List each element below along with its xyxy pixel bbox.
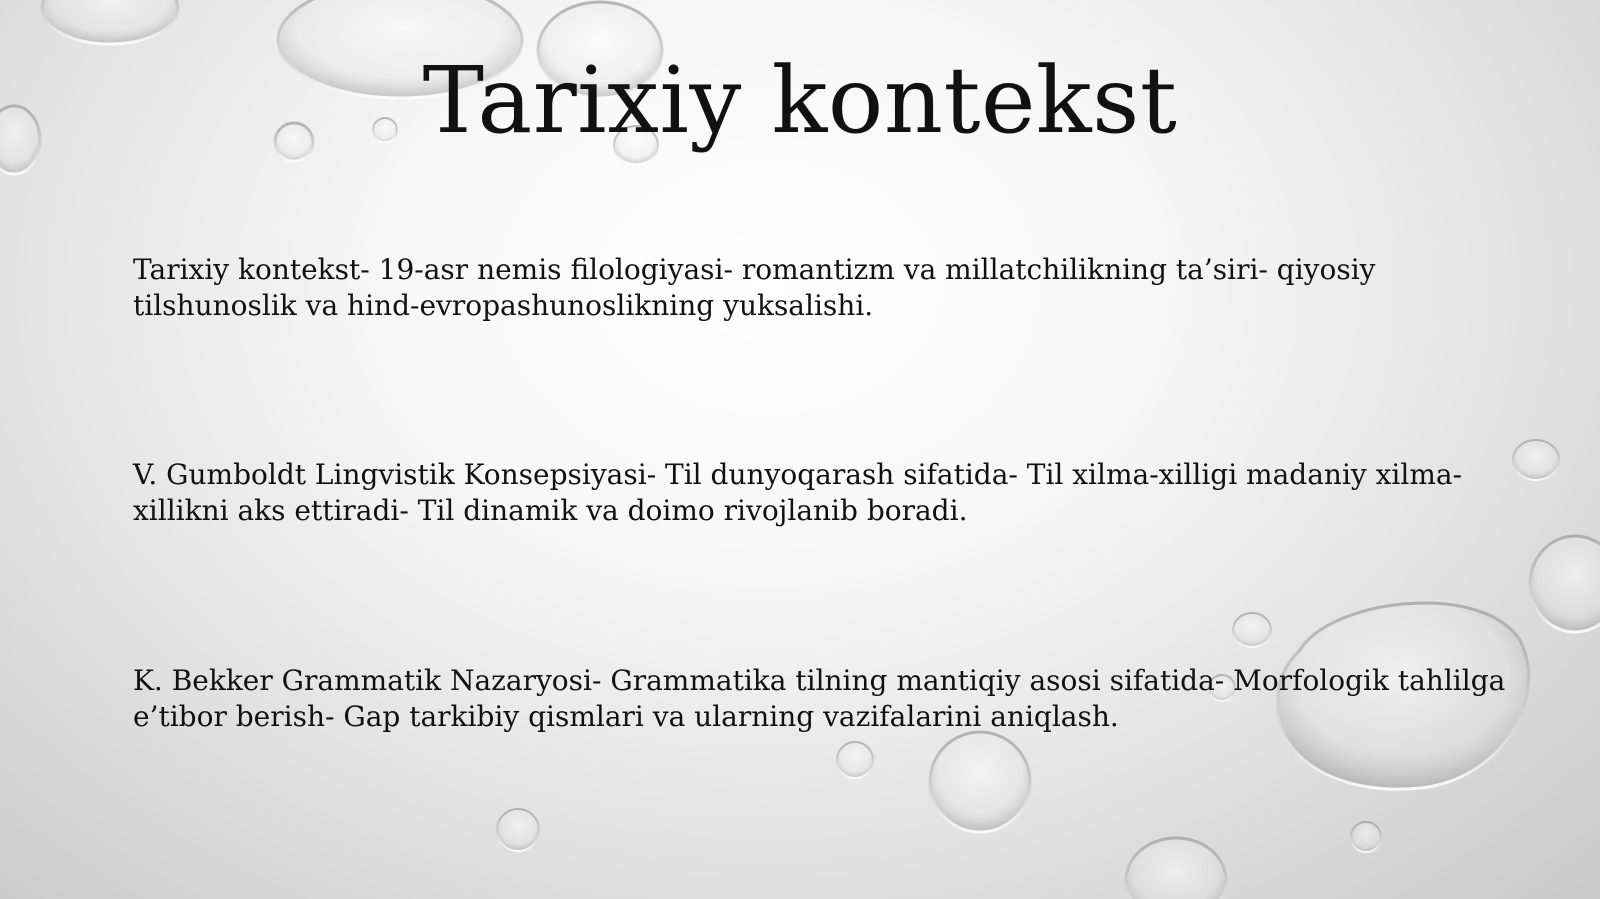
droplet: [1351, 822, 1381, 852]
droplet: [930, 732, 1030, 832]
paragraph-historical-context: Tarixiy kontekst- 19-asr nemis filologiyasi- romantizm va millatchilikning ta’siri- qiyosiy tilshunoslik va hind-evropashunoslikning yuksalishi.: [133, 253, 1376, 322]
droplet: [1126, 838, 1226, 899]
droplet: [497, 809, 539, 851]
droplet: [1530, 536, 1600, 632]
droplet: [42, 0, 178, 44]
droplet: [1233, 613, 1271, 647]
paragraph-humboldt-concept: V. Gumboldt Lingvistik Konsepsiyasi- Til dunyoqarash sifatida- Til xilma-xilligi madaniy xilma-xillikni aks ettiradi- Til dinamik va doimo rivojlanib boradi.: [133, 458, 1463, 527]
slide-title: Tarixiy kontekst: [422, 47, 1178, 154]
droplet: [837, 742, 873, 778]
paragraph-becker-theory: K. Bekker Grammatik Nazaryosi- Grammatika tilning mantiqiy asosi sifatida- Morfologik tahlilga e’tibor berish- Gap tarkibiy qismlari va ularning vazifalarini aniqlash.: [133, 664, 1506, 733]
